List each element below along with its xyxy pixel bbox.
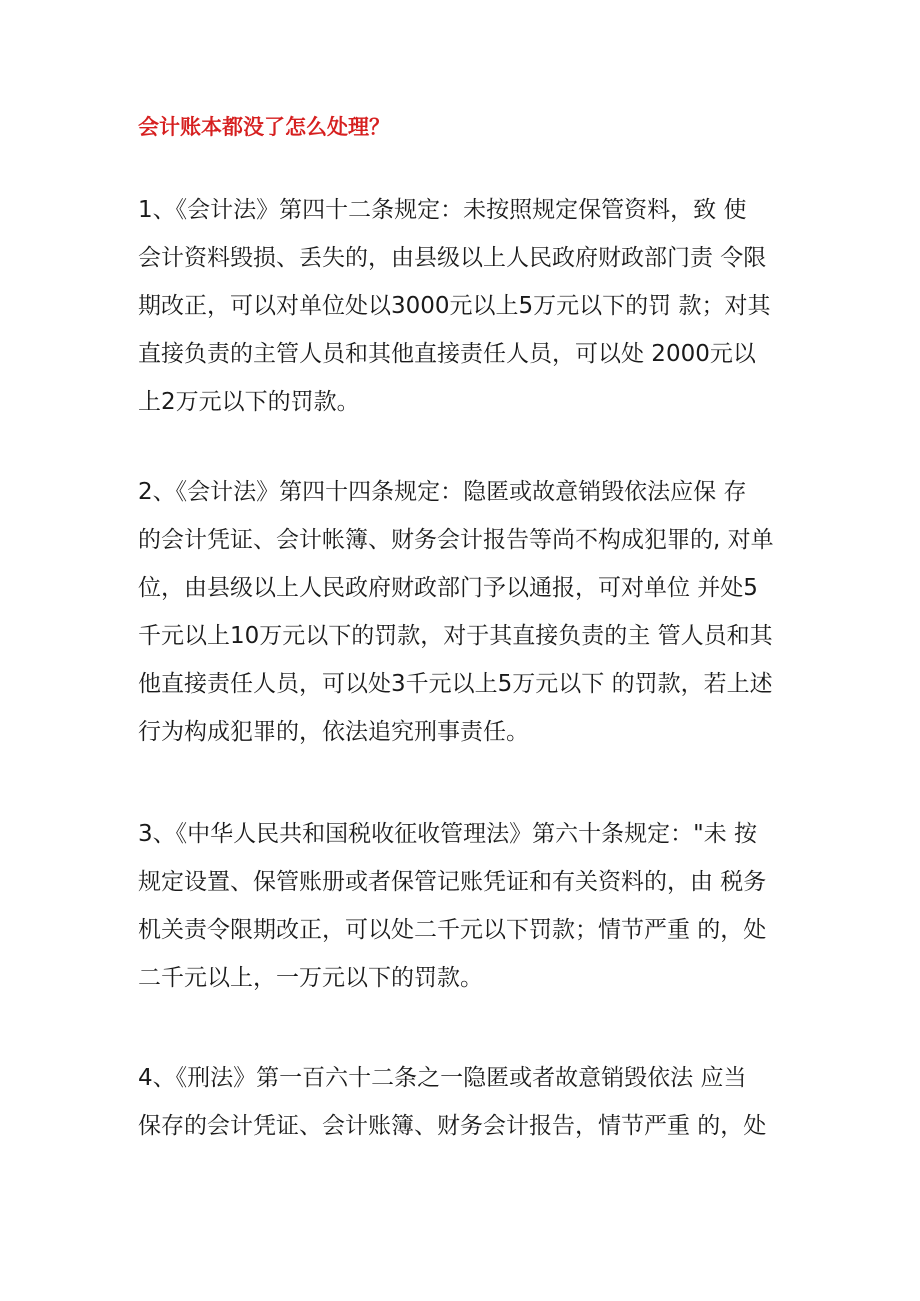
text-line: 3、《中华人民共和国税收征收管理法》第六十条规定："未 按 xyxy=(138,821,758,847)
text-line: 上2万元以下的罚款。 xyxy=(138,389,360,415)
document-title: 会计账本都没了怎么处理？ xyxy=(138,115,390,139)
paragraph-criminal-law-article-162 xyxy=(138,1054,766,1150)
text-line: 规定设置、保管账册或者保管记账凭证和有关资料的，由 税务 xyxy=(138,869,767,895)
text-line: 位，由县级以上人民政府财政部门予以通报，可对单位 并处5 xyxy=(138,575,758,601)
text-line: 期改正，可以对单位处以3000元以上5万元以下的罚 款；对其 xyxy=(138,293,771,319)
text-line: 行为构成犯罪的，依法追究刑事责任。 xyxy=(138,719,529,745)
text-line: 二千元以上，一万元以下的罚款。 xyxy=(138,965,483,991)
text-line: 机关责令限期改正，可以处二千元以下罚款；情节严重 的，处 xyxy=(138,917,767,943)
text-line: 会计资料毁损、丢失的，由县级以上人民政府财政部门责 令限 xyxy=(138,245,767,271)
text-line: 他直接责任人员，可以处3千元以上5万元以下 的罚款，若上述 xyxy=(138,671,773,697)
paragraph-tax-law-article-60 xyxy=(138,810,766,1002)
paragraph-article-42 xyxy=(138,186,770,426)
text-line: 保存的会计凭证、会计账簿、财务会计报告，情节严重 的，处 xyxy=(138,1113,767,1139)
text-line: 千元以上10万元以下的罚款，对于其直接负责的主 管人员和其 xyxy=(138,623,773,649)
paragraph-article-44 xyxy=(138,468,774,756)
text-line: 的会计凭证、会计帐簿、财务会计报告等尚不构成犯罪的, 对单 xyxy=(138,527,774,553)
text-line: 1、《会计法》第四十二条规定：未按照规定保管资料，致 使 xyxy=(138,197,747,223)
text-line: 2、《会计法》第四十四条规定：隐匿或故意销毁依法应保 存 xyxy=(138,479,747,505)
text-line: 4、《刑法》第一百六十二条之一隐匿或者故意销毁依法 应当 xyxy=(138,1065,747,1091)
text-line: 直接负责的主管人员和其他直接责任人员，可以处 2000元以 xyxy=(138,341,756,367)
